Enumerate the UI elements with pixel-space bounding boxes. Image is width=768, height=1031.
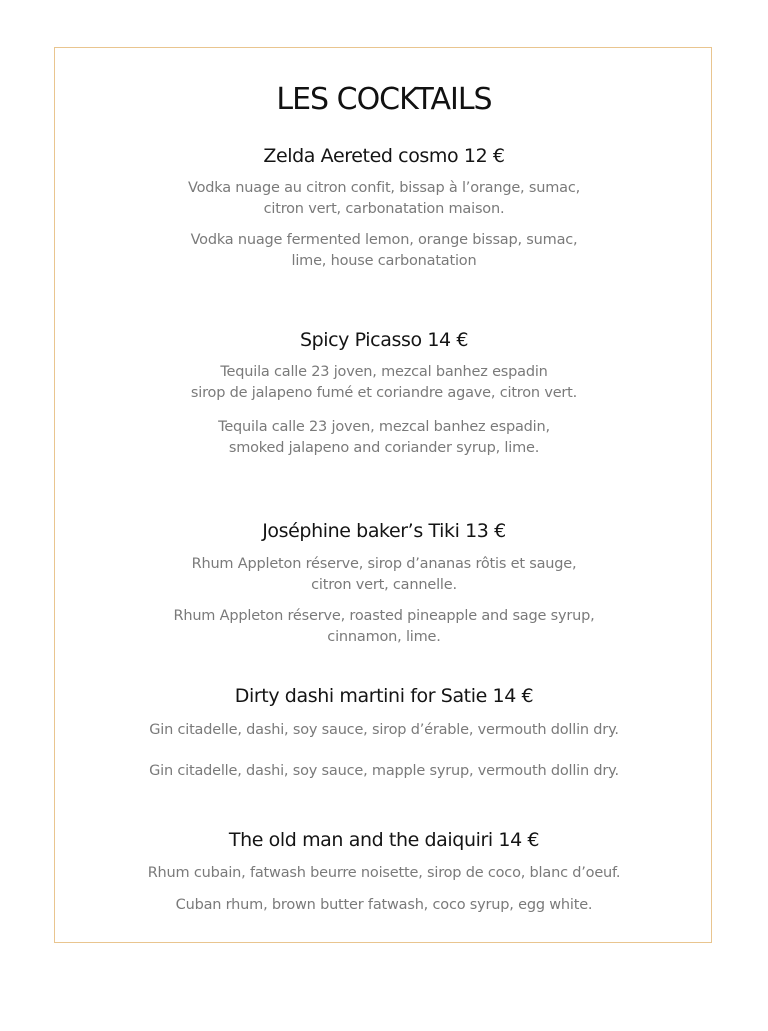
- cocktail-name: Zelda Aereted cosmo 12 €: [263, 145, 505, 167]
- cocktail-description-fr: Tequila calle 23 joven, mezcal banhez espadin sirop de jalapeno fumé et coriandre agave, citron vert.: [190, 364, 578, 401]
- menu-title: LES COCKTAILS: [276, 82, 492, 117]
- cocktail-description-fr: Rhum cubain, fatwash beurre noisette, sirop de coco, blanc d’oeuf.: [147, 865, 621, 881]
- cocktail-description-en: Rhum Appleton réserve, roasted pineapple and sage syrup, cinnamon, lime.: [173, 608, 595, 645]
- cocktail-name: Joséphine baker’s Tiki 13 €: [262, 520, 506, 542]
- cocktail-name: Spicy Picasso 14 €: [299, 329, 469, 351]
- cocktail-description-en: Cuban rhum, brown butter fatwash, coco syrup, egg white.: [175, 897, 593, 913]
- cocktail-description-fr: Vodka nuage au citron confit, bissap à l’orange, sumac, citron vert, carbonatation maison.: [187, 180, 581, 217]
- cocktail-description-en: Gin citadelle, dashi, soy sauce, mapple syrup, vermouth dollin dry.: [149, 763, 619, 779]
- cocktail-description-fr: Gin citadelle, dashi, soy sauce, sirop d’érable, vermouth dollin dry.: [149, 722, 619, 738]
- cocktail-name: The old man and the daiquiri 14 €: [228, 829, 540, 851]
- cocktail-description-fr: Rhum Appleton réserve, sirop d’ananas rôtis et sauge, citron vert, cannelle.: [191, 556, 577, 593]
- cocktail-name: Dirty dashi martini for Satie 14 €: [234, 685, 534, 707]
- cocktail-description-en: Tequila calle 23 joven, mezcal banhez espadin, smoked jalapeno and coriander syrup, lime.: [218, 419, 550, 456]
- cocktail-description-en: Vodka nuage fermented lemon, orange bissap, sumac, lime, house carbonatation: [190, 232, 578, 269]
